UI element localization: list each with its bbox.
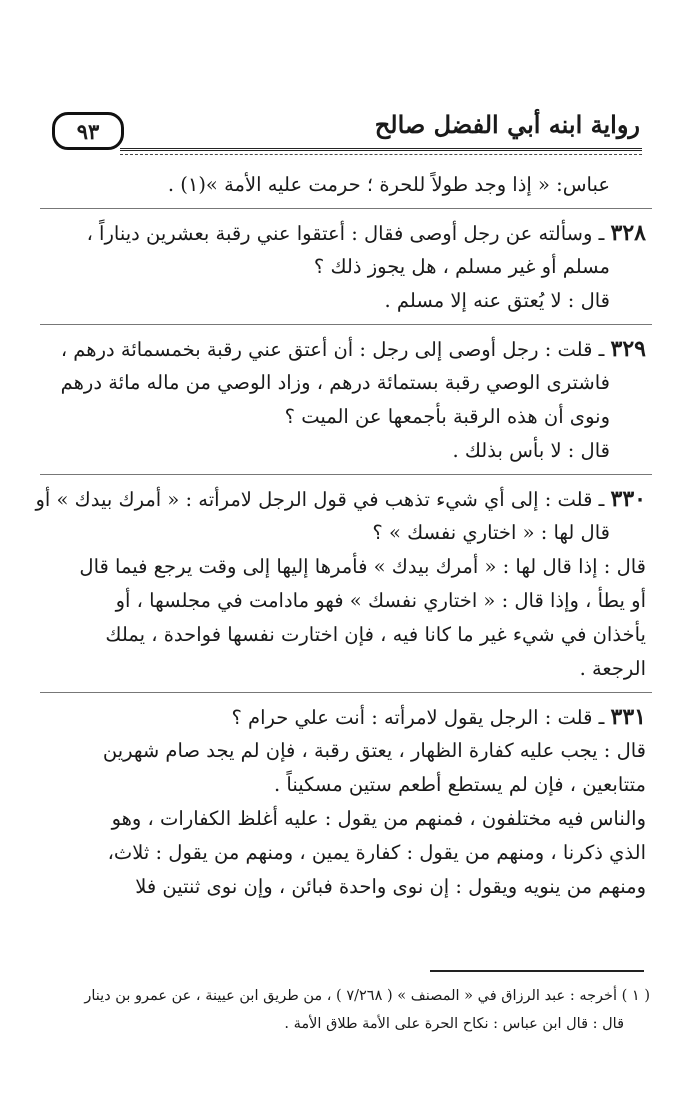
entry-line: أو يطأ ، وإذا قال : « اختاري نفسك » فهو مادامت في مجلسها ، أو [115, 589, 646, 612]
entry-line: قال لها : « اختاري نفسك » ؟ [372, 521, 610, 544]
entry-line: ومنهم من ينويه ويقول : إن نوى واحدة فبائن ، وإن نوى ثنتين فلا [135, 875, 646, 898]
entry-line: الذي ذكرنا ، ومنهم من يقول : كفارة يمين ، ومنهم من يقول : ثلاث، [107, 841, 646, 864]
footnote-line: قال : قال ابن عباس : نكاح الحرة على الأمة طلاق الأمة . [284, 1016, 624, 1032]
entry-328: ٣٢٨ ـ وسألته عن رجل أوصى فقال : أعتقوا عني رقبة بعشرين ديناراً ، مسلم أو غير مسلم ، هل يجوز ذلك ؟ قال : لا يُعتق عنه إلا مسلم . [46, 216, 646, 318]
header-rule-dashed [120, 154, 642, 155]
entry-line: وسألته عن رجل أوصى فقال : أعتقوا عني رقبة بعشرين ديناراً ، [86, 222, 593, 245]
intro-line: عباس: « إذا وجد طولاً للحرة ؛ حرمت عليه الأمة »(١) . [167, 173, 610, 196]
entry-number: ٣٢٩ [610, 336, 646, 362]
footnote-line: ( ١ ) أخرجه : عبد الرزاق في « المصنف » ( ٧/٢٦٨ ) ، من طريق ابن عيينة ، عن عمرو بن دينار [84, 988, 650, 1004]
entry-separator [40, 474, 652, 476]
entry-number: ٣٣١ [610, 704, 646, 730]
running-title: رواية ابنه أبي الفضل صالح [374, 110, 640, 139]
entry-number: ٣٣٠ [610, 486, 646, 512]
entry-line: والناس فيه مختلفون ، فمنهم من يقول : عليه أغلظ الكفارات ، وهو [111, 807, 646, 830]
page-body [35, 168, 646, 904]
entry-329: ٣٢٩ ـ قلت : رجل أوصى إلى رجل : أن أعتق عني رقبة بخمسمائة درهم ، فاشترى الوصي رقبة بستمائة درهم ، وزاد الوصي من ماله مائة درهم ونوى أن هذه الرقبة بأجمعها عن الميت ؟ قال : لا بأس بذلك . [46, 332, 646, 468]
entry-line: متتابعين ، فإن لم يستطع أطعم ستين مسكيناً . [274, 773, 646, 796]
entry-line: يأخذان في شيء غير ما كانا فيه ، فإن اختارت نفسها فواحدة ، يملك [105, 623, 646, 646]
entry-331: ٣٣١ ـ قلت : الرجل يقول لامرأته : أنت علي حرام ؟ قال : يجب عليه كفارة الظهار ، يعتق رقبة ، فإن لم يجد صام شهرين متتابعين ، فإن لم يستطع أطعم ستين مسكيناً . والناس فيه مختلفون ، فمنهم من يقول : عليه أغلظ الكفارات ، وهو الذي ذكرنا ، ومنهم من يقول : كفارة يمين ، ومنهم من يقول : ثلاث، ومنهم من ينويه ويقول : إن نوى واحدة فبائن ، وإن نوى ثنتين فلا [46, 700, 646, 904]
header-rule [120, 148, 642, 151]
entry-330: ٣٣٠ ـ قلت : إلى أي شيء تذهب في قول الرجل لامرأته : « أمرك بيدك » أو قال لها : « اختاري نفسك » ؟ قال : إذا قال لها : « أمرك بيدك » فأمرها إليها إلى وقت يرجع فيما قال أو يطأ ، وإذا قال : « اختاري نفسك » فهو مادامت في مجلسها ، أو يأخذان في شيء غير ما كانا فيه ، فإن اختارت نفسها فواحدة ، يملك الرجعة . [46, 482, 646, 686]
entry-line: الرجعة . [579, 657, 646, 680]
page-number: ٩٣ [52, 112, 124, 150]
entry-separator [40, 208, 652, 210]
entry-line: قال : لا يُعتق عنه إلا مسلم . [384, 289, 610, 312]
entry-line: ونوى أن هذه الرقبة بأجمعها عن الميت ؟ [284, 405, 610, 428]
page-header [52, 108, 642, 152]
entry-line: قال : لا بأس بذلك . [452, 439, 610, 462]
entry-line: مسلم أو غير مسلم ، هل يجوز ذلك ؟ [313, 255, 610, 278]
entry-line: قال : إذا قال لها : « أمرك بيدك » فأمرها إليها إلى وقت يرجع فيما قال [79, 555, 646, 578]
footnote-rule [430, 970, 644, 972]
entry-separator [40, 324, 652, 326]
entry-line: قلت : الرجل يقول لامرأته : أنت علي حرام ؟ [231, 706, 593, 729]
entry-line: قلت : إلى أي شيء تذهب في قول الرجل لامرأته : « أمرك بيدك » أو [35, 488, 593, 511]
entry-line: فاشترى الوصي رقبة بستمائة درهم ، وزاد الوصي من ماله مائة درهم [60, 371, 610, 394]
footnotes [46, 982, 650, 1038]
entry-line: قال : يجب عليه كفارة الظهار ، يعتق رقبة ، فإن لم يجد صام شهرين [102, 739, 646, 762]
entry-number: ٣٢٨ [610, 220, 646, 246]
entry-line: قلت : رجل أوصى إلى رجل : أن أعتق عني رقبة بخمسمائة درهم ، [60, 338, 593, 361]
entry-separator [40, 692, 652, 694]
